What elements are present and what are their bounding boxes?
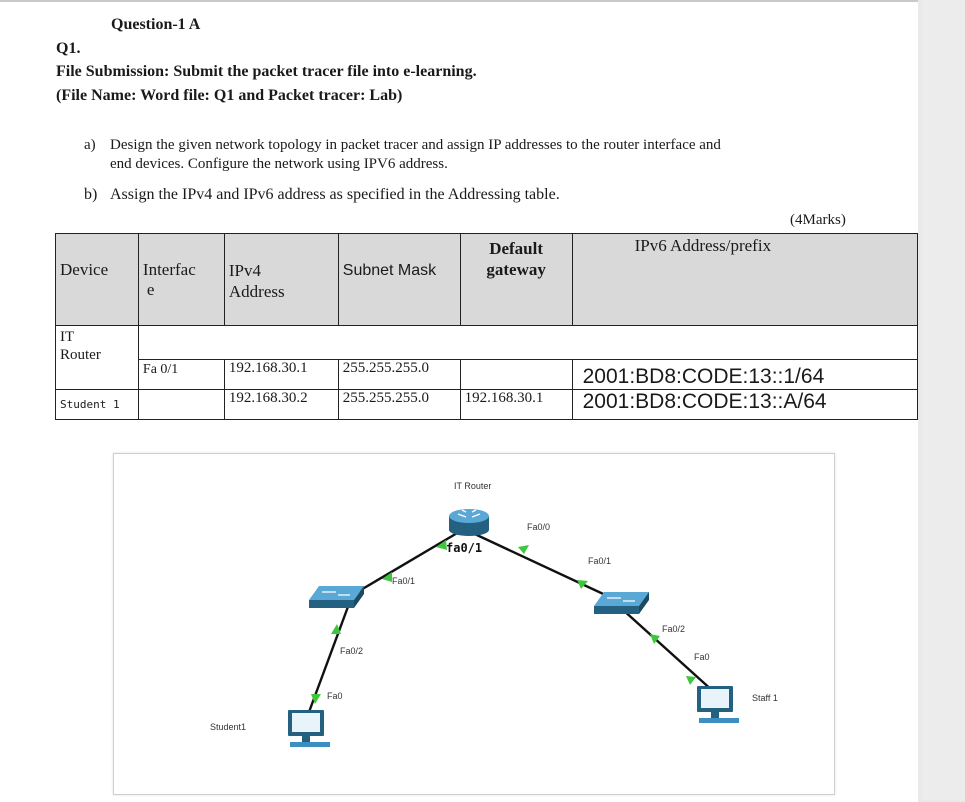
port-indicator — [577, 580, 588, 589]
right-switch-up-port-label: Fa0/1 — [588, 556, 612, 566]
marks-label: (4Marks) — [790, 212, 846, 228]
router-ipv6-cell: 2001:BD8:CODE:13::1/64 — [572, 360, 917, 390]
left-switch-down-port-label: Fa0/2 — [340, 646, 364, 656]
router-left-port-label: fa0/1 — [446, 541, 483, 555]
student-ipv6-cell: 2001:BD8:CODE:13::A/64 — [572, 390, 917, 420]
router-ipv4-cell: 192.168.30.1 — [224, 360, 338, 390]
table-row — [56, 390, 918, 420]
student-interface-cell — [138, 390, 224, 420]
staff-name-label: Staff 1 — [752, 693, 778, 703]
header-subnet: Subnet Mask — [338, 234, 460, 326]
student-ipv4-cell: 192.168.30.2 — [224, 390, 338, 420]
scrollbar-area[interactable] — [922, 0, 965, 800]
task-b — [84, 185, 864, 204]
router-right-port-label: Fa0/0 — [527, 522, 551, 532]
table-header-row — [56, 234, 918, 326]
router-device-cell: IT Router — [56, 326, 139, 390]
student-device-cell: Student 1 — [56, 390, 139, 420]
question-number: Q1. — [56, 40, 81, 57]
task-b-text: Assign the IPv4 and IPv6 address as specified in the Addressing table. — [110, 186, 560, 203]
student-gateway-cell: 192.168.30.1 — [460, 390, 572, 420]
question-title: Question-1 A — [111, 16, 201, 33]
router-interface-cell: Fa 0/1 — [138, 360, 224, 390]
switch-icon — [309, 586, 364, 608]
table-row — [56, 326, 918, 360]
header-device: Device — [56, 234, 139, 326]
topology-svg — [114, 454, 834, 794]
task-a-line1: Design the given network topology in packet tracer and assign IP addresses to the router interface and — [110, 137, 721, 153]
port-indicator — [518, 545, 529, 554]
right-switch-down-port-label: Fa0/2 — [662, 624, 686, 634]
router-subnet-cell: 255.255.255.0 — [338, 360, 460, 390]
student-port-label: Fa0 — [327, 691, 343, 701]
table-row — [56, 360, 918, 390]
task-a-line2: end devices. Configure the network using IPV6 address. — [110, 156, 448, 172]
header-gateway: Default gateway — [460, 234, 572, 326]
port-indicator — [686, 676, 696, 685]
router-gateway-cell — [460, 360, 572, 390]
student-name-label: Student1 — [210, 722, 247, 732]
switch-icon — [594, 592, 649, 614]
router-spacer-cell — [138, 326, 917, 360]
task-b-label: b) — [84, 186, 98, 203]
header-ipv6: IPv6 Address/prefix — [572, 234, 917, 326]
network-topology-diagram — [113, 453, 835, 795]
staff-port-label: Fa0 — [694, 652, 710, 662]
task-a — [84, 136, 864, 174]
student-subnet-cell: 255.255.255.0 — [338, 390, 460, 420]
file-name-instructions: (File Name: Word file: Q1 and Packet tracer: Lab) — [56, 87, 403, 104]
submission-instructions: File Submission: Submit the packet tracer file into e-learning. — [56, 63, 477, 80]
pc-icon — [697, 686, 739, 723]
addressing-table — [55, 233, 918, 420]
header-interface: Interfac e — [138, 234, 224, 326]
router-icon — [449, 509, 489, 536]
router-name-label: IT Router — [454, 481, 492, 491]
task-a-label: a) — [84, 137, 96, 153]
header-ipv4: IPv4 Address — [224, 234, 338, 326]
link-right-switch-staff — [622, 609, 714, 692]
pc-icon — [288, 710, 330, 747]
left-switch-up-port-label: Fa0/1 — [392, 576, 416, 586]
